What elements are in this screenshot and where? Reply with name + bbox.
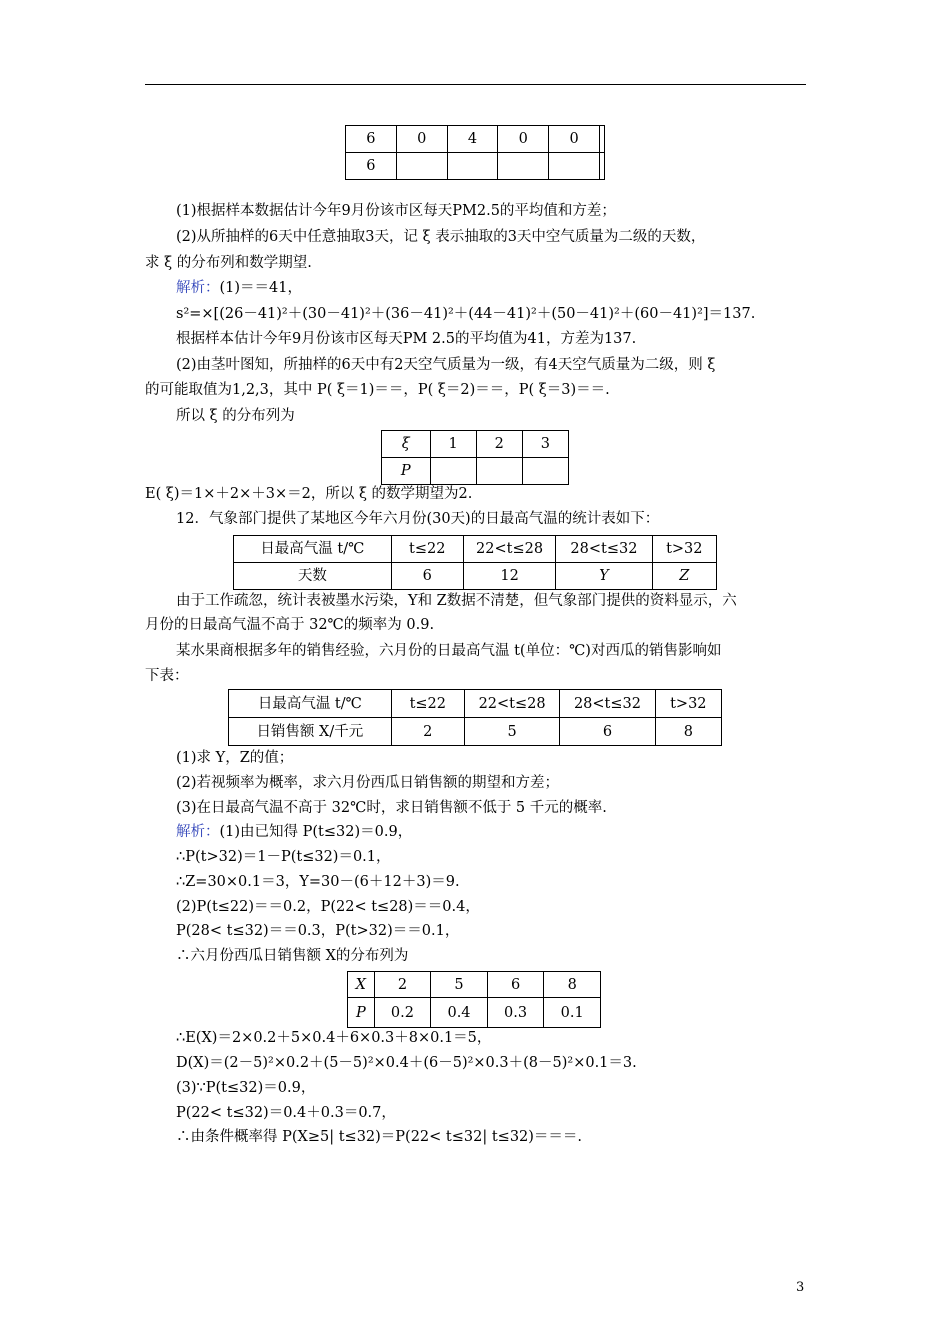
cell: 3 <box>522 431 568 458</box>
q12-text: 由于工作疏忽，统计表被墨水污染，Y和 Z数据不清楚，但气象部门提供的资料显示，六 <box>176 593 737 609</box>
cell: 5 <box>464 718 559 746</box>
cell: 28<t≤32 <box>560 690 655 718</box>
solution-line: 所以 ξ 的分布列为 <box>176 408 295 424</box>
cell: 1 <box>430 431 476 458</box>
cell: 2 <box>476 431 522 458</box>
cell: ξ <box>382 431 431 458</box>
cell: 2 <box>391 718 464 746</box>
cell <box>396 153 447 180</box>
cell: 0 <box>396 126 447 153</box>
cell: 日销售额 X/千元 <box>229 718 392 746</box>
cell: X <box>348 972 375 998</box>
cell: 22<t≤28 <box>463 536 555 563</box>
cell: 0 <box>549 126 600 153</box>
cell: Y <box>556 563 652 590</box>
cell: 0.1 <box>544 998 601 1028</box>
cell: 0.2 <box>374 998 431 1028</box>
solution-line: D(X)＝(2－5)²×0.2＋(5－5)²×0.4＋(6－5)²×0.3＋(8－5)²×0.1＝3. <box>176 1055 637 1071</box>
temperature-days-table <box>233 535 717 590</box>
solution-line: P(28< t≤32)＝＝0.3，P(t>32)＝＝0.1， <box>176 923 460 939</box>
cell <box>447 153 498 180</box>
solution-line: ∴六月份西瓜日销售额 X的分布列为 <box>176 948 409 964</box>
solution-label: 解析： <box>176 280 220 296</box>
cell: t>32 <box>655 690 721 718</box>
cell: 5 <box>431 972 488 998</box>
cell: t>32 <box>652 536 716 563</box>
cell: Z <box>652 563 716 590</box>
cell: 日最高气温 t/℃ <box>234 536 392 563</box>
solution-line: 根据样本估计今年9月份该市区每天PM 2.5的平均值为41，方差为137. <box>176 331 637 347</box>
cell: P <box>382 458 431 485</box>
cell: P <box>348 998 375 1028</box>
solution-line: 解析：(1)由已知得 P(t≤32)＝0.9， <box>176 824 413 840</box>
cell: 0.3 <box>487 998 544 1028</box>
stem-leaf-table <box>345 125 605 180</box>
temperature-sales-table <box>228 689 722 746</box>
cell: 6 <box>346 153 397 180</box>
solution-label: 解析： <box>176 824 220 840</box>
cell: 2 <box>374 972 431 998</box>
cell <box>498 153 549 180</box>
cell: 12 <box>463 563 555 590</box>
cell: 6 <box>391 563 463 590</box>
cell: t≤22 <box>391 690 464 718</box>
q12-part2: (2)若视频率为概率，求六月份西瓜日销售额的期望和方差； <box>176 775 560 791</box>
q11-part1: (1)根据样本数据估计今年9月份该市区每天PM2.5的平均值和方差； <box>176 203 616 219</box>
cell <box>522 458 568 485</box>
q12-text: 下表： <box>145 668 189 684</box>
q12-intro: 12．气象部门提供了某地区今年六月份(30天)的日最高气温的统计表如下： <box>176 511 660 527</box>
cell: 6 <box>346 126 397 153</box>
solution-line: (3)∵P(t≤32)＝0.9， <box>176 1080 316 1096</box>
cell <box>599 126 604 153</box>
cell: 4 <box>447 126 498 153</box>
variance-formula: s²=×[(26－41)²＋(30－41)²＋(36－41)²＋(44－41)²＋(50－41)²＋(60－41)²]＝137. <box>176 306 756 322</box>
solution-line: ∴P(t>32)＝1－P(t≤32)＝0.1， <box>176 849 391 865</box>
cell: 0.4 <box>431 998 488 1028</box>
q12-text: 月份的日最高气温不高于 32℃的频率为 0.9. <box>145 617 435 633</box>
solution-line: ∴由条件概率得 P(X≥5| t≤32)＝P(22< t≤32| t≤32)＝＝＝. <box>176 1129 583 1145</box>
cell <box>549 153 600 180</box>
solution-line: (2)由茎叶图知，所抽样的6天中有2天空气质量为一级，有4天空气质量为二级，则 ξ <box>176 357 716 373</box>
solution-line: P(22< t≤32)＝0.4＋0.3＝0.7， <box>176 1105 396 1121</box>
cell: 6 <box>487 972 544 998</box>
cell: 0 <box>498 126 549 153</box>
header-rule <box>145 84 806 85</box>
q12-text: 某水果商根据多年的销售经验，六月份的日最高气温 t(单位：℃)对西瓜的销售影响如 <box>176 643 722 659</box>
q11-part2-cont: 求 ξ 的分布列和数学期望. <box>145 255 312 271</box>
cell <box>599 153 604 180</box>
cell: 8 <box>544 972 601 998</box>
cell: 6 <box>560 718 655 746</box>
solution-line: (2)P(t≤22)＝＝0.2，P(22< t≤28)＝＝0.4， <box>176 899 480 915</box>
cell: 日最高气温 t/℃ <box>229 690 392 718</box>
cell: t≤22 <box>391 536 463 563</box>
page-number: 3 <box>796 1280 805 1295</box>
solution-line: 的可能取值为1,2,3，其中 P( ξ＝1)＝＝，P( ξ＝2)＝＝，P( ξ＝3)＝＝. <box>145 382 610 398</box>
xi-distribution-table <box>381 430 569 485</box>
solution-line: ∴Z=30×0.1＝3，Y=30－(6＋12＋3)＝9. <box>176 874 460 890</box>
x-distribution-table <box>347 971 601 1028</box>
cell: 28<t≤32 <box>556 536 652 563</box>
cell <box>476 458 522 485</box>
cell: 天数 <box>234 563 392 590</box>
q11-part2: (2)从所抽样的6天中任意抽取3天，记 ξ 表示抽取的3天中空气质量为二级的天数， <box>176 229 706 245</box>
solution-line: 解析：(1)＝＝41， <box>176 280 302 296</box>
cell <box>430 458 476 485</box>
cell: 8 <box>655 718 721 746</box>
q12-part3: (3)在日最高气温不高于 32℃时，求日销售额不低于 5 千元的概率. <box>176 800 607 816</box>
expectation-line: E( ξ)＝1×＋2×＋3×＝2，所以 ξ 的数学期望为2. <box>145 486 473 502</box>
solution-line: ∴E(X)＝2×0.2＋5×0.4＋6×0.3＋8×0.1＝5， <box>176 1030 492 1046</box>
cell: 22<t≤28 <box>464 690 559 718</box>
q12-part1: (1)求 Y，Z的值； <box>176 750 294 766</box>
